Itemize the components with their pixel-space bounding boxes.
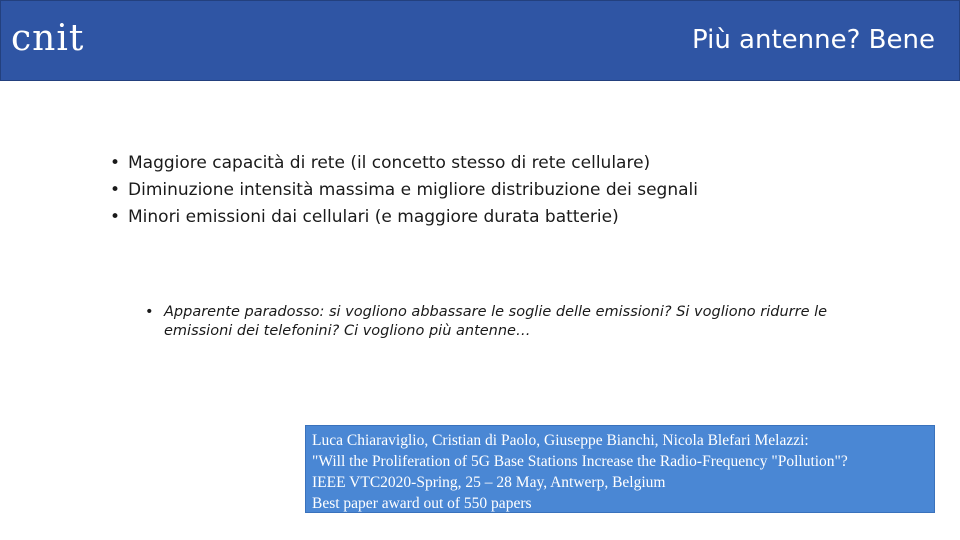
slide-title: Più antenne? Bene <box>691 25 935 55</box>
reference-title: "Will the Proliferation of 5G Base Stations Increase the Radio-Frequency "Pollution"? <box>312 453 848 470</box>
main-bullet-list <box>110 150 698 231</box>
reference-box <box>305 425 935 513</box>
sub-bullet-list <box>145 303 885 341</box>
reference-venue: IEEE VTC2020-Spring, 25 – 28 May, Antwerp, Belgium <box>312 474 666 491</box>
cnit-logo <box>11 18 85 59</box>
header-bar <box>0 0 960 81</box>
reference-award: Best paper award out of 550 papers <box>312 495 532 512</box>
sub-bullet-item: • Apparente paradosso: si vogliono abbassare le soglie delle emissioni? Si vogliono ridurre le emissioni dei telefonini? Ci vogliono più antenne… <box>145 303 885 341</box>
logo-text: cnit <box>11 18 85 59</box>
bullet-item: • Minori emissioni dai cellulari (e maggiore durata batterie) <box>110 204 698 231</box>
bullet-item: • Maggiore capacità di rete (il concetto stesso di rete cellulare) <box>110 150 698 177</box>
bullet-item: • Diminuzione intensità massima e migliore distribuzione dei segnali <box>110 177 698 204</box>
reference-authors: Luca Chiaraviglio, Cristian di Paolo, Giuseppe Bianchi, Nicola Blefari Melazzi: <box>312 432 809 449</box>
